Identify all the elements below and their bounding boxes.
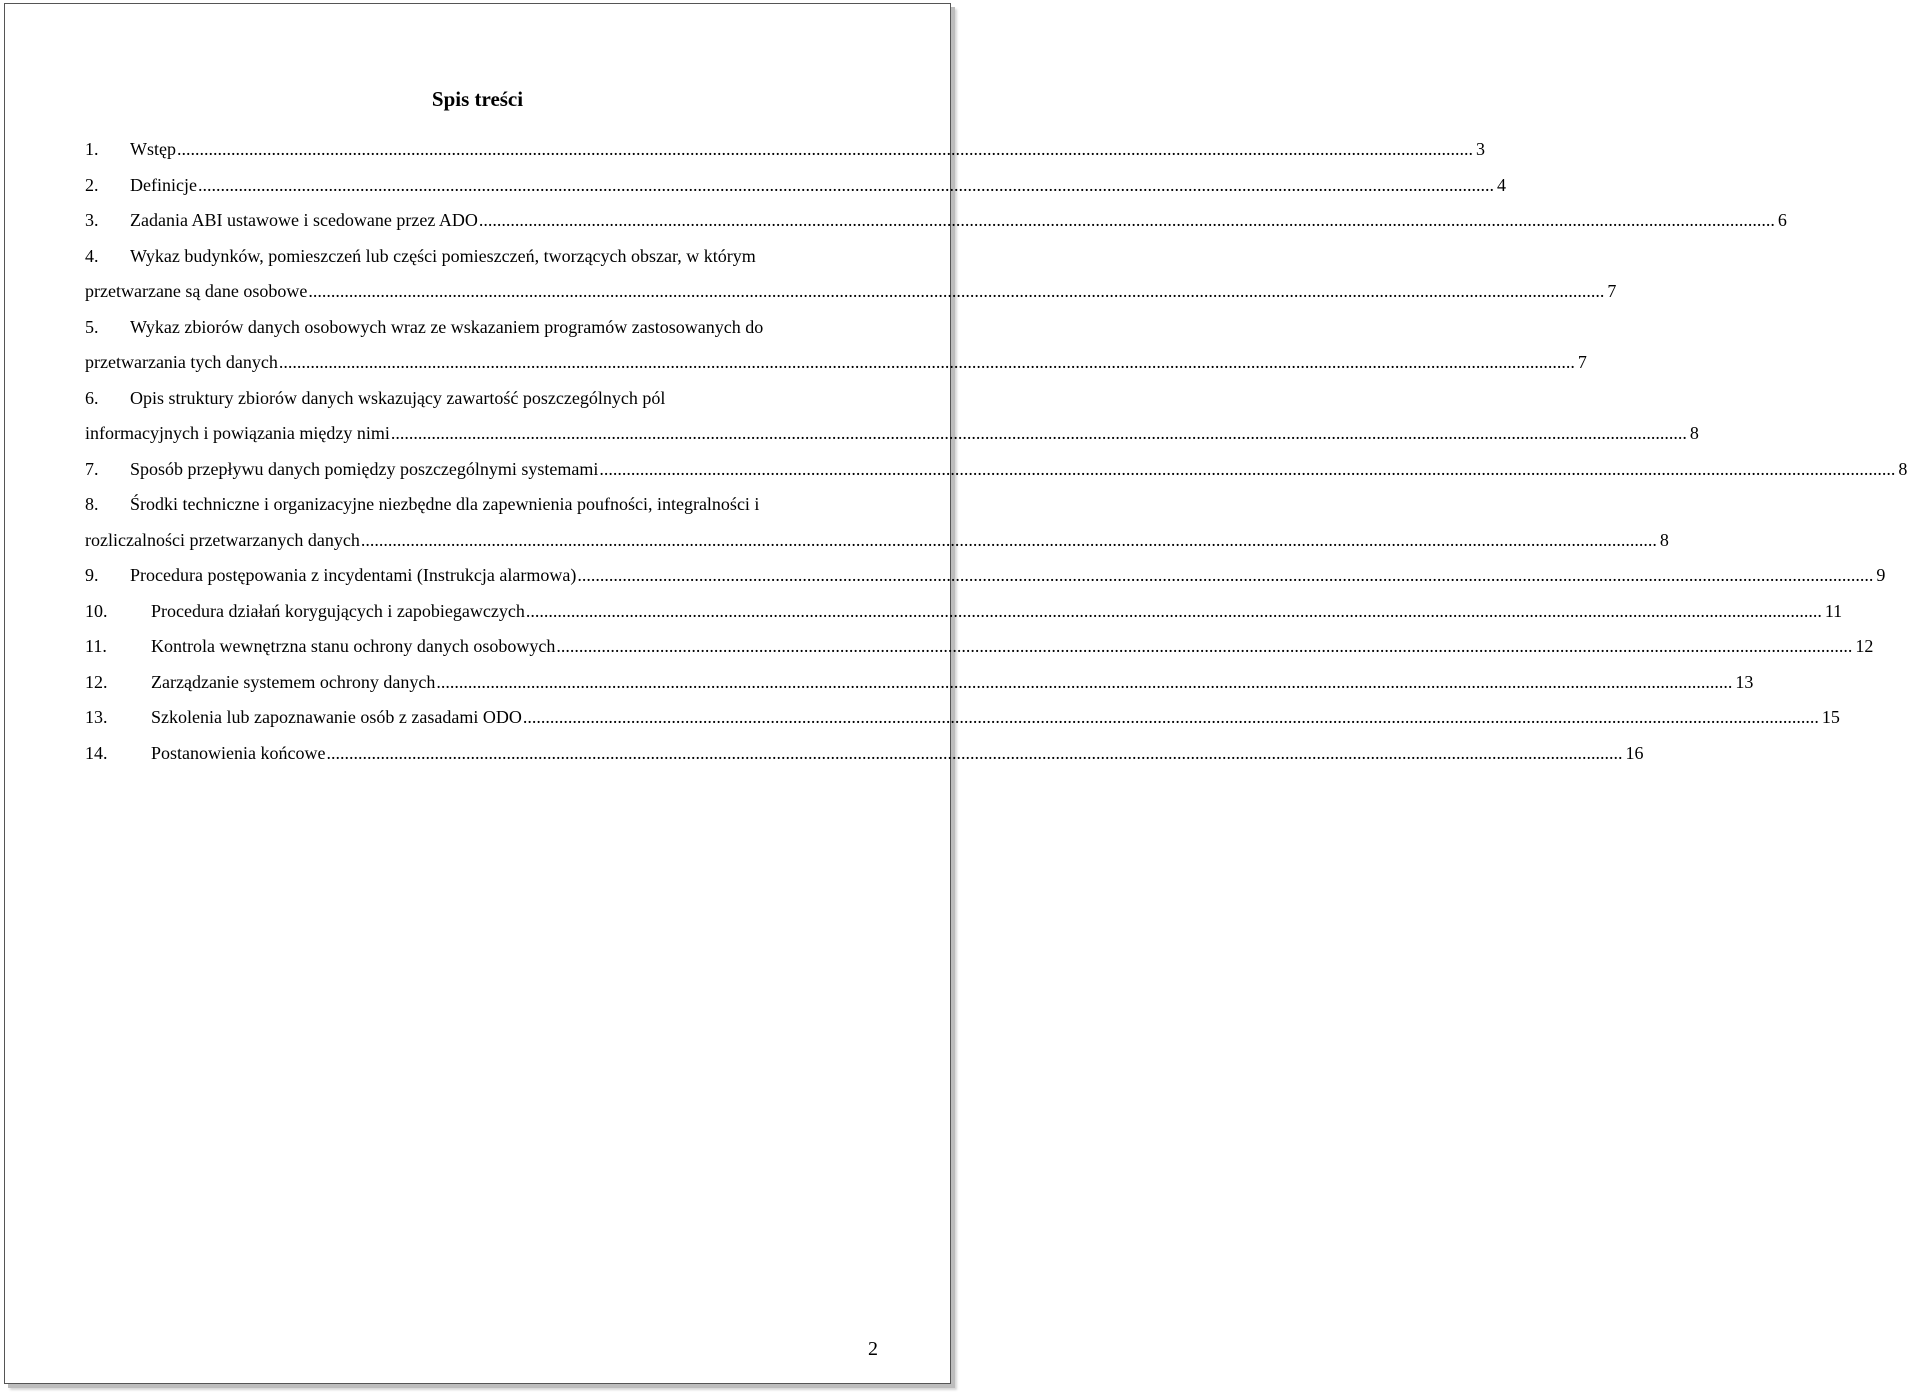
toc-dot-leader [198, 173, 1494, 197]
toc-entry-text: Szkolenia lub zapoznawanie osób z zasadami ODO [151, 707, 522, 727]
toc-entry-line [85, 244, 881, 280]
toc-entry-line [85, 634, 1874, 670]
toc-entry-page: 8 [1659, 529, 1669, 550]
toc-entry-line [85, 350, 1587, 386]
toc-dot-leader [526, 599, 1822, 623]
toc-entry-line [85, 279, 1617, 315]
toc-entry-page: 8 [1898, 458, 1907, 479]
toc-entry-text: Wykaz zbiorów danych osobowych wraz ze wskazaniem programów zastosowanych do [130, 316, 764, 337]
toc-entry-line [85, 315, 881, 351]
toc-entry-number: 10. [85, 600, 108, 621]
toc-entry-number: 14. [85, 742, 108, 763]
toc-entry-page: 13 [1735, 671, 1754, 692]
toc-entry-text: Kontrola wewnętrzna stanu ochrony danych osobowych [151, 636, 556, 656]
toc-entry-page: 4 [1496, 174, 1506, 195]
toc-entry-number: 5. [85, 316, 99, 337]
toc-entry-page: 16 [1625, 742, 1644, 763]
toc-entry-line [85, 457, 1907, 493]
toc-entry-page: 7 [1577, 352, 1587, 372]
toc-entry-line [85, 421, 1699, 457]
toc-entry-number: 11. [85, 636, 107, 656]
toc-entry-number: 7. [85, 458, 99, 479]
toc-entry-number: 3. [85, 210, 99, 230]
toc-entry-page: 8 [1689, 423, 1699, 443]
toc-entry-line [85, 386, 881, 422]
toc-title: Spis treści [431, 87, 524, 111]
toc-entry-line [85, 705, 1840, 741]
toc-entry-text: Sposób przepływu danych pomiędzy poszczególnymi systemami [130, 458, 599, 479]
toc-entry-page: 6 [1777, 210, 1787, 230]
toc-entry-line [85, 208, 1787, 244]
toc-entry-text: Zadania ABI ustawowe i scedowane przez ADO [130, 210, 478, 230]
toc-entry-number: 12. [85, 671, 108, 692]
toc-dot-leader [599, 457, 1895, 481]
toc-entry-text: Środki techniczne i organizacyjne niezbędne dla zapewnienia poufności, integralności i [130, 494, 760, 514]
toc-entry-number: 13. [85, 707, 108, 727]
toc-entry-text: Procedura działań korygujących i zapobiegawczych [151, 600, 525, 621]
toc-dot-leader [556, 634, 1852, 658]
toc-entry-page: 11 [1824, 600, 1843, 621]
toc-dot-leader [391, 421, 1687, 445]
toc-entry-text: Zarządzanie systemem ochrony danych [151, 671, 436, 692]
toc-entry-text: rozliczalności przetwarzanych danych [85, 529, 360, 550]
toc-entry-number: 4. [85, 245, 99, 266]
toc-entry-text: Opis struktury zbiorów danych wskazujący zawartość poszczególnych pól [130, 387, 666, 408]
toc-entry-text: Postanowienia końcowe [151, 742, 326, 763]
toc-entry-number: 2. [85, 174, 99, 195]
toc-entry-page: 3 [1475, 139, 1485, 159]
toc-entry-line [85, 137, 1485, 173]
toc-entry-line [85, 741, 1644, 777]
toc-entry-number: 6. [85, 387, 99, 408]
toc-entry-number: 1. [85, 139, 99, 159]
toc-dot-leader [279, 350, 1575, 374]
toc-entry-text: Wykaz budynków, pomieszczeń lub części pomieszczeń, tworzących obszar, w którym [130, 245, 756, 266]
toc-dot-leader [326, 741, 1622, 765]
toc-entry-line [85, 492, 881, 528]
document-page [4, 3, 1907, 1384]
toc-entry-line [85, 528, 1669, 564]
toc-dot-leader [479, 208, 1775, 232]
toc-entry-page: 12 [1855, 636, 1874, 656]
toc-entry-text: przetwarzane są dane osobowe [85, 281, 308, 301]
toc-dot-leader [177, 137, 1473, 161]
toc-dot-leader [361, 528, 1657, 552]
toc-dot-leader [436, 670, 1732, 694]
toc-entry-text: Procedura postępowania z incydentami (Instrukcja alarmowa) [130, 565, 577, 585]
toc-entry-line [85, 173, 1506, 209]
toc-entry-line [85, 670, 1754, 706]
toc-entry-text: informacyjnych i powiązania między nimi [85, 423, 390, 443]
toc-entry-text: Wstęp [130, 139, 176, 159]
toc-dot-leader [577, 563, 1873, 587]
toc-entry-number: 8. [85, 494, 99, 514]
table-of-contents [85, 137, 1907, 776]
toc-dot-leader [523, 705, 1819, 729]
toc-entry-text: przetwarzania tych danych [85, 352, 278, 372]
toc-entry-page: 7 [1607, 281, 1617, 301]
toc-entry-page: 15 [1821, 707, 1840, 727]
toc-entry-page: 9 [1876, 565, 1886, 585]
toc-entry-text: Definicje [130, 174, 197, 195]
toc-entry-number: 9. [85, 565, 99, 585]
toc-entry-line [85, 563, 1886, 599]
toc-dot-leader [308, 279, 1604, 303]
page-number: 2 [868, 1338, 878, 1360]
toc-entry-line [85, 599, 1843, 635]
